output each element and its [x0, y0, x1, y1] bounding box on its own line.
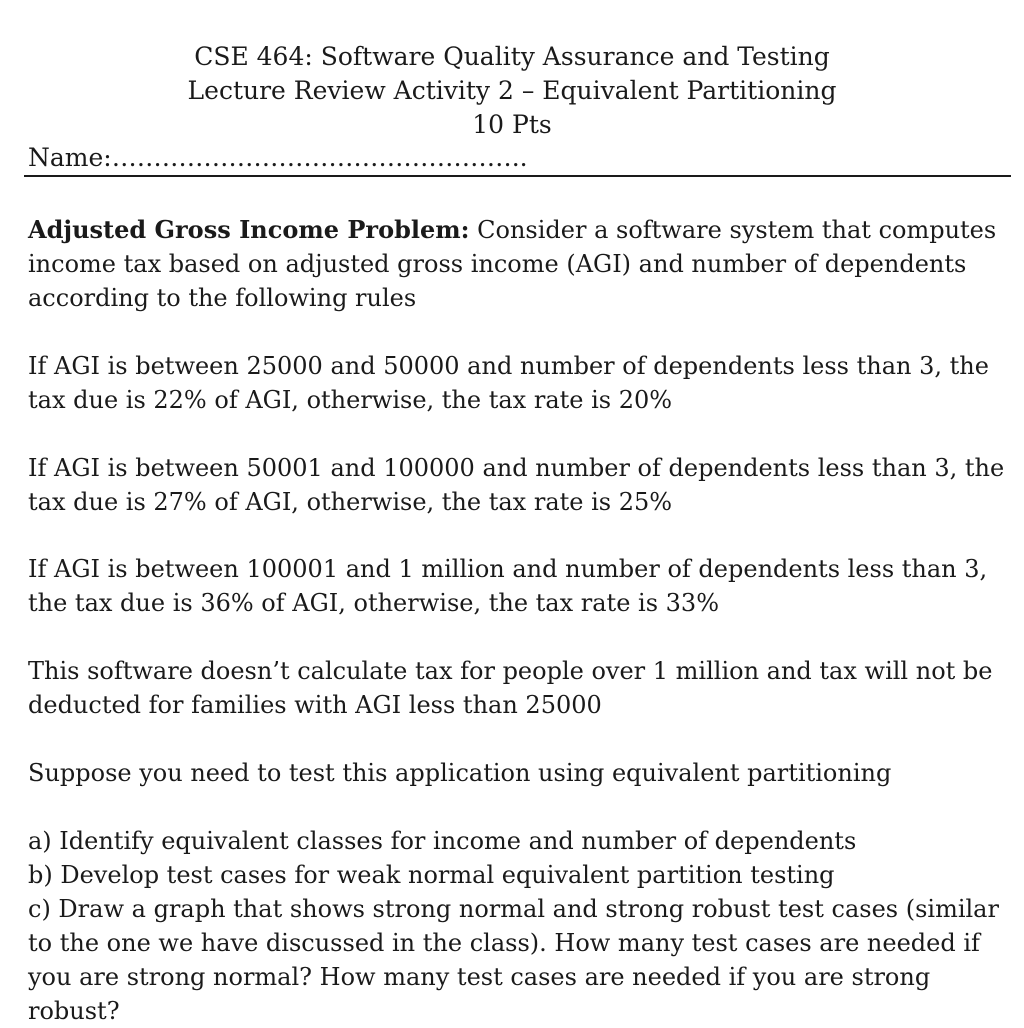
problem-title: Adjusted Gross Income Problem: — [28, 215, 470, 244]
problem-intro-text: Consider a software system that computes income tax based on adjusted gross income (AGI) and number of dependents according to the following rules — [28, 216, 997, 312]
task-b: b) Develop test cases for weak normal equivalent partition testing — [28, 861, 835, 889]
name-field[interactable] — [28, 142, 528, 174]
rule-3: If AGI is between 100001 and 1 million and number of dependents less than 3, the tax due is 36% of AGI, otherwise, the tax rate is 33% — [28, 555, 988, 617]
task-a: a) Identify equivalent classes for income and number of dependents — [28, 827, 857, 855]
points-label: 10 Pts — [472, 110, 552, 139]
activity-title: Lecture Review Activity 2 – Equivalent Partitioning — [187, 76, 837, 105]
rule-1: If AGI is between 25000 and 50000 and number of dependents less than 3, the tax due is 22% of AGI, otherwise, the tax rate is 20% — [28, 352, 989, 414]
header-divider — [24, 175, 1011, 177]
task-list — [28, 824, 1013, 1028]
document-header — [0, 40, 1024, 142]
rule-2: If AGI is between 50001 and 100000 and number of dependents less than 3, the tax due is 27% of AGI, otherwise, the tax rate is 25% — [28, 454, 1005, 516]
task-c: c) Draw a graph that shows strong normal and strong robust test cases (similar to the one we have discussed in the class). How many test cases are needed if you are strong normal? How many test cases are needed if you are strong robust? — [28, 895, 999, 1025]
course-title: CSE 464: Software Quality Assurance and Testing — [194, 42, 830, 71]
problem-intro — [28, 213, 1013, 315]
suppose-statement: Suppose you need to test this application using equivalent partitioning — [28, 759, 892, 787]
name-label: Name:………………………………………….. — [28, 143, 528, 172]
limitation-note: This software doesn’t calculate tax for people over 1 million and tax will not be deducted for families with AGI less than 25000 — [28, 657, 993, 719]
